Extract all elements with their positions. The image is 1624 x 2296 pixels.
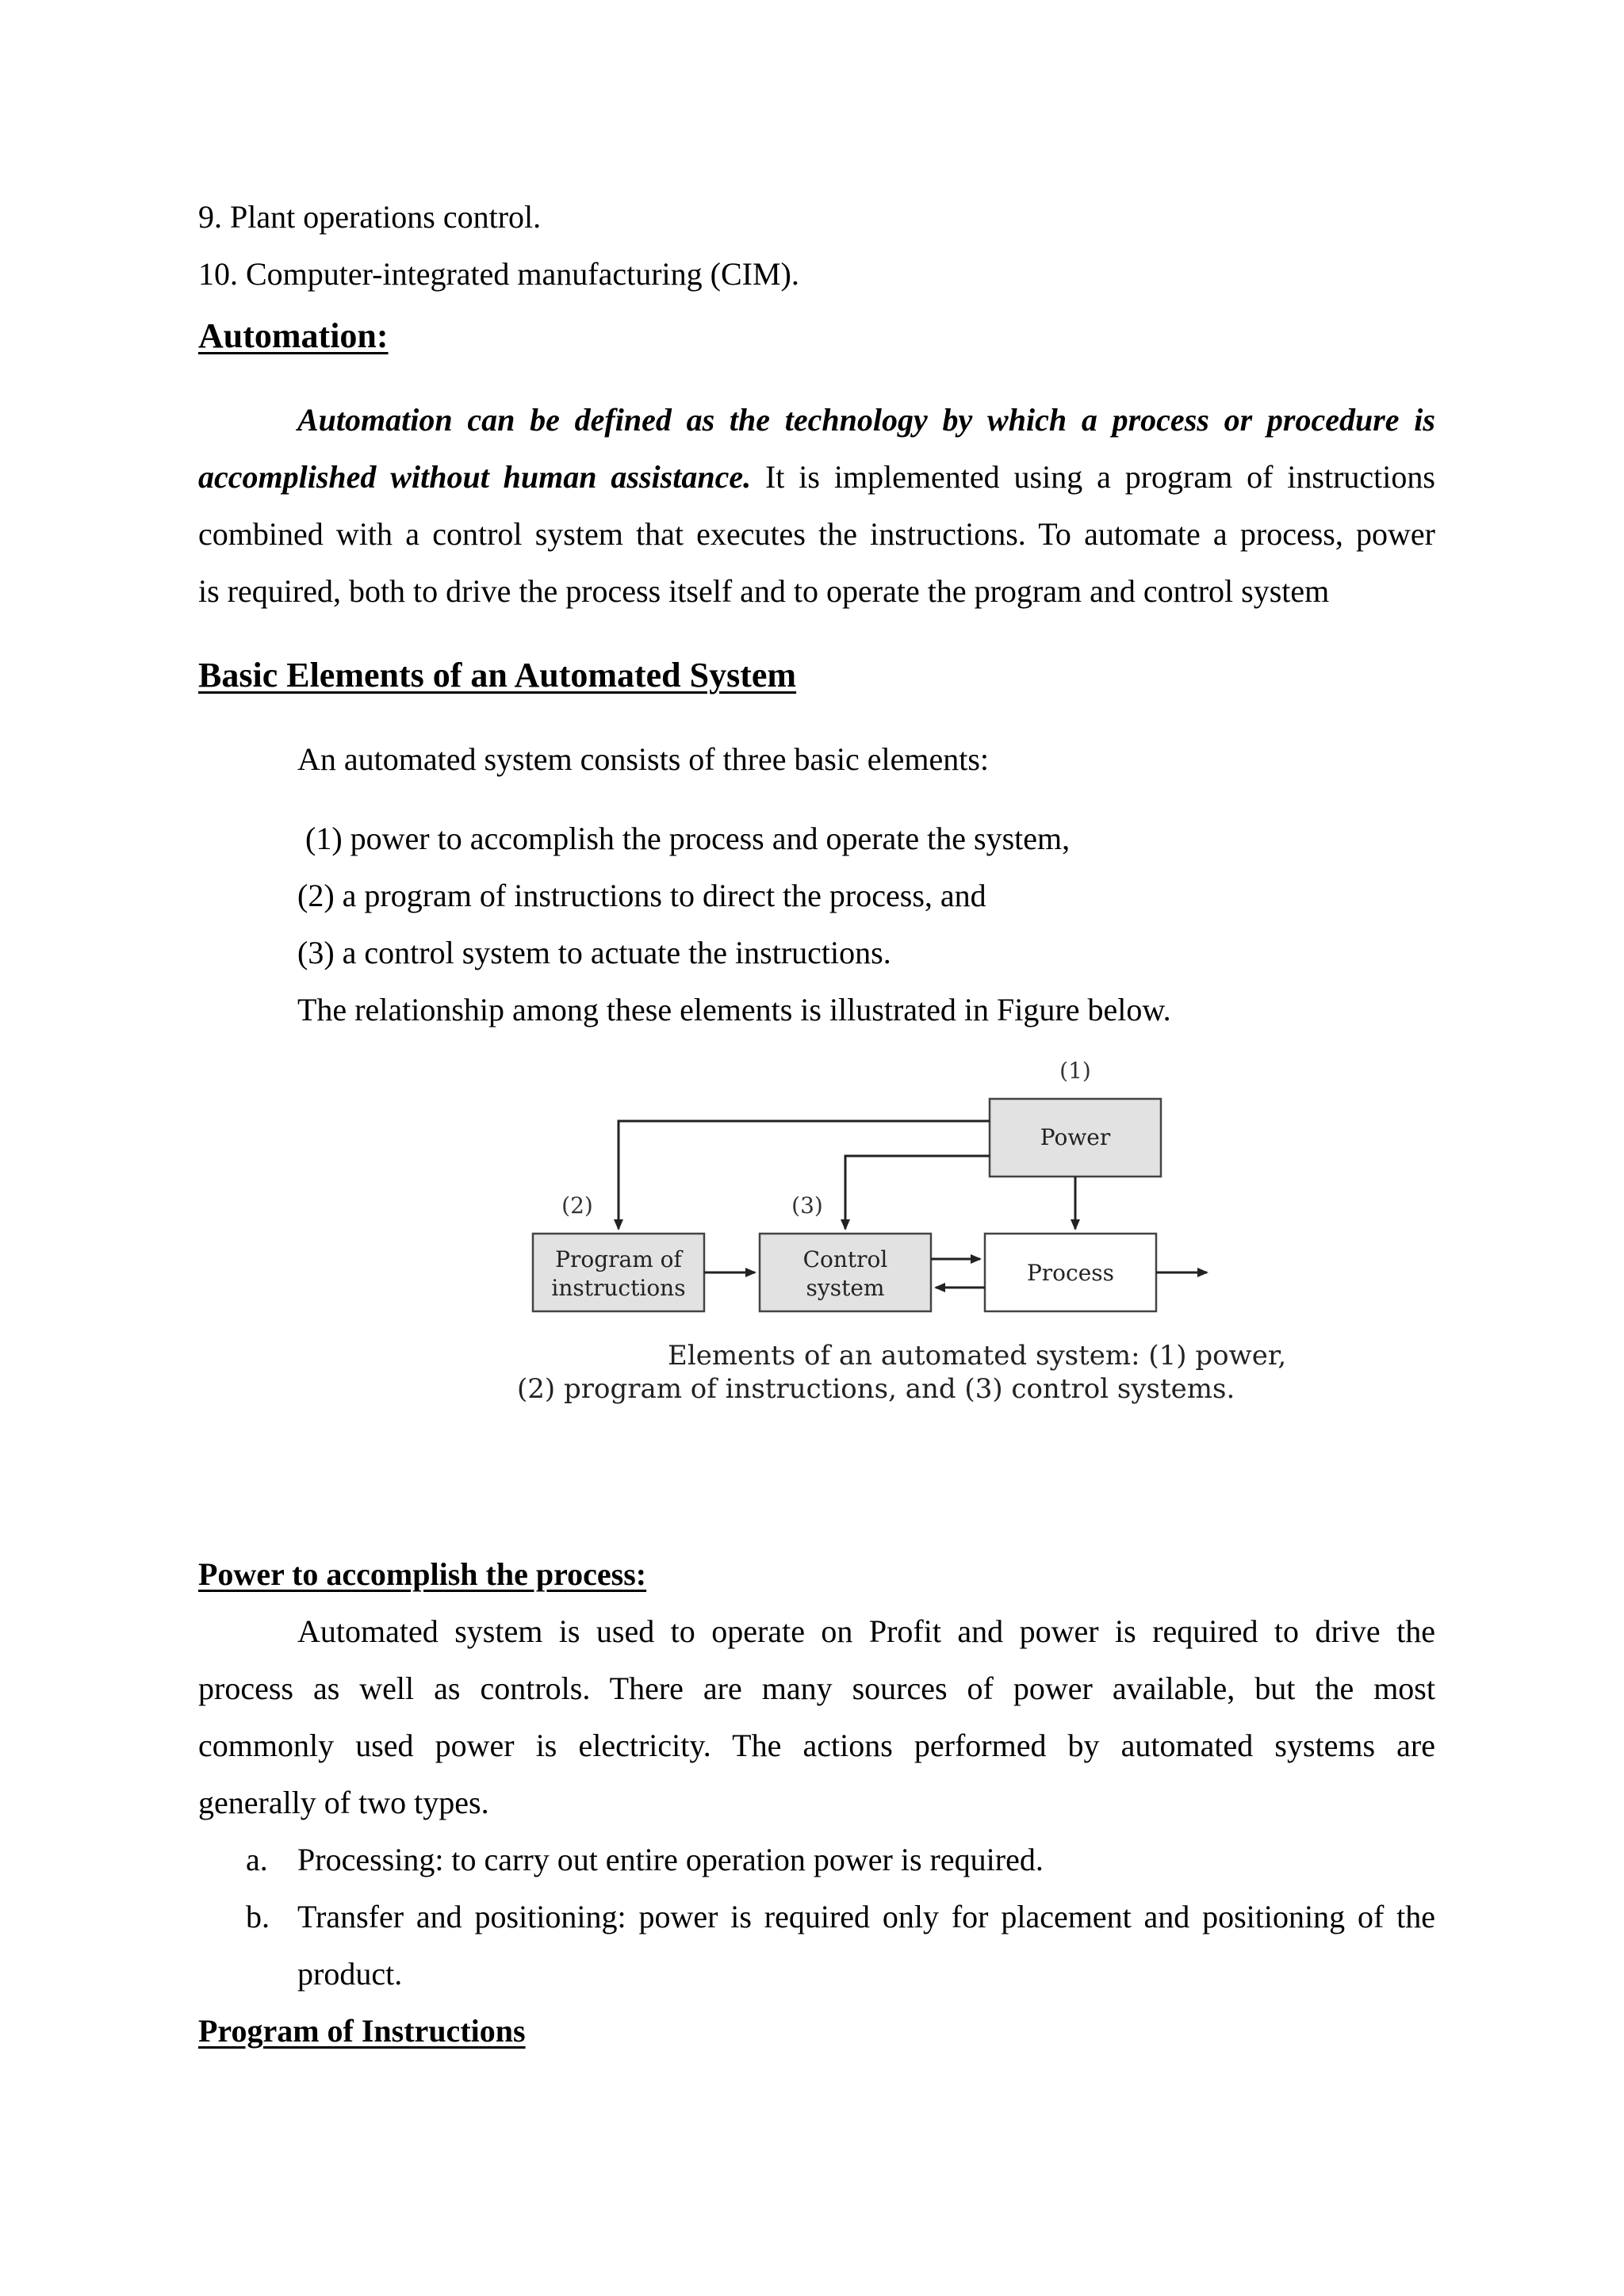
automation-paragraph-line-2	[198, 449, 1435, 506]
power-box-label: Power	[1040, 1124, 1111, 1150]
power-number-label: (1)	[1059, 1058, 1091, 1084]
power-paragraph-line-1: Automated system is used to operate on Profit and power is required to drive the	[297, 1613, 1435, 1649]
automation-definition-line-1: Automation can be defined as the technology by which a process or procedure is	[297, 402, 1435, 438]
basic-elements-item-2: (2) a program of instructions to direct the process, and	[297, 878, 986, 913]
power-to-control-arrow	[845, 1156, 990, 1229]
list-item: Processing: to carry out entire operation power is required.	[297, 1842, 1044, 1877]
process-box-label: Process	[1026, 1260, 1115, 1286]
list-marker: b.	[246, 1899, 270, 1934]
list-item-continuation: product.	[297, 1956, 403, 1992]
section-heading-automation: Automation:	[198, 316, 389, 355]
automation-paragraph-line-3: combined with a control system that executes the instructions. To automate a process, power	[198, 516, 1435, 552]
control-box-label-line-1: Control	[802, 1246, 888, 1272]
basic-elements-item-3: (3) a control system to actuate the instructions.	[297, 935, 891, 970]
section-heading-basic-elements: Basic Elements of an Automated System	[198, 656, 797, 695]
section-heading-program: Program of Instructions	[198, 2013, 526, 2049]
power-paragraph-line-4: generally of two types.	[198, 1785, 489, 1820]
list-item: 10. Computer-integrated manufacturing (CIM).	[198, 256, 799, 292]
control-box-label-line-2: system	[806, 1275, 885, 1301]
basic-elements-intro: An automated system consists of three basic elements:	[297, 741, 990, 777]
power-paragraph-line-2: process as well as controls. There are many sources of power available, but the most	[198, 1670, 1435, 1706]
program-box-label-line-2: instructions	[551, 1275, 686, 1301]
figure-caption-line-1: Elements of an automated system: (1) power,	[668, 1340, 1287, 1372]
figure-reference: The relationship among these elements is illustrated in Figure below.	[297, 992, 1171, 1027]
control-number-label: (3)	[791, 1192, 823, 1219]
automation-definition-bold: accomplished without human assistance.	[198, 459, 752, 495]
program-box-label-line-1: Program of	[555, 1246, 682, 1272]
automation-paragraph-text: It is implemented using a program of instructions	[751, 459, 1435, 495]
section-heading-power: Power to accomplish the process:	[198, 1556, 647, 1592]
list-item: 9. Plant operations control.	[198, 199, 542, 235]
list-item: Transfer and positioning: power is required only for placement and positioning of the	[297, 1899, 1435, 1934]
automation-paragraph-line-4: is required, both to drive the process itself and to operate the program and control system	[198, 573, 1330, 609]
power-paragraph-line-3: commonly used power is electricity. The actions performed by automated systems are	[198, 1728, 1435, 1763]
automated-system-diagram	[508, 1045, 1287, 1410]
basic-elements-item-1: (1) power to accomplish the process and operate the system,	[297, 821, 1071, 856]
program-number-label: (2)	[561, 1192, 593, 1219]
figure-caption-line-2: (2) program of instructions, and (3) control systems.	[517, 1373, 1235, 1405]
list-marker: a.	[246, 1842, 268, 1877]
